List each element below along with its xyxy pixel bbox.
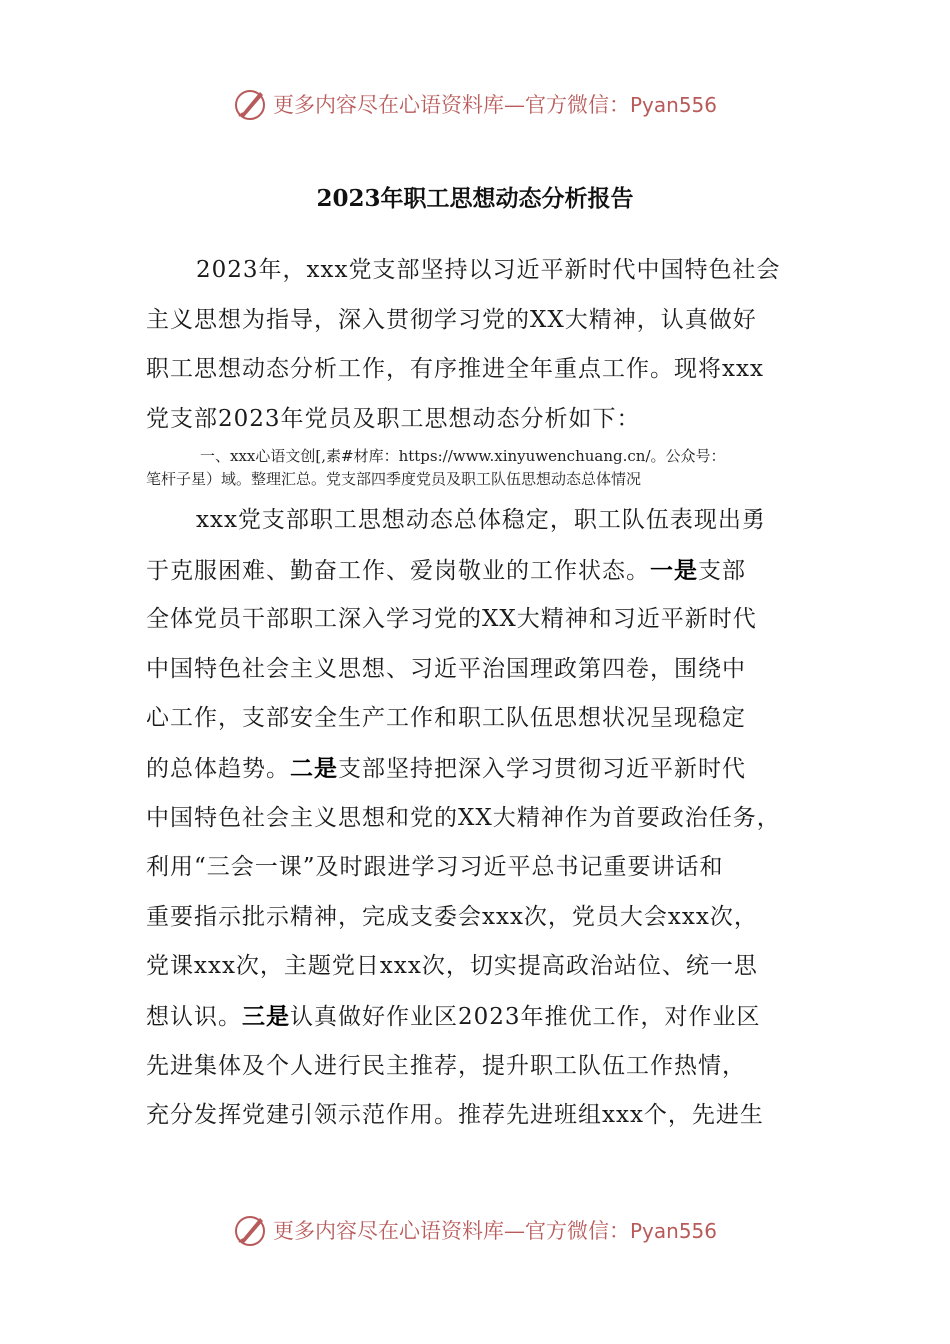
text-line: 的总体趋势。二是支部坚持把深入学习贯彻习近平新时代 xyxy=(146,754,746,782)
intro-paragraph xyxy=(146,246,816,444)
text-line: 2023年，xxx党支部坚持以习近平新时代中国特色社会 xyxy=(196,257,781,283)
banner-label: 更多内容尽在心语资料库—官方微信：Pyan556 xyxy=(272,93,717,117)
emphasis-second: 二是 xyxy=(290,754,338,782)
text-line: 职工思想动态分析工作，有序推进全年重点工作。现将xxx xyxy=(146,356,764,383)
text-line: 充分发挥党建引领示范作用。推荐先进班组xxx个，先进生 xyxy=(146,1102,764,1129)
quill-logo-icon xyxy=(233,86,269,122)
text-line: 于克服困难、勤奋工作、爱岗敬业的工作状态。一是支部 xyxy=(146,556,746,584)
text-line: 想认识。三是认真做好作业区2023年推优工作，对作业区 xyxy=(146,1002,761,1030)
text-line: 全体党员干部职工深入学习党的XX大精神和习近平新时代 xyxy=(146,606,757,633)
text-line: 先进集体及个人进行民主推荐，提升职工队伍工作热情， xyxy=(146,1052,746,1079)
heading-line: 笔杆子星）域。整理汇总。党支部四季度党员及职工队伍思想动态总体情况 xyxy=(146,470,642,488)
text-line: 党课xxx次，主题党日xxx次，切实提高政治站位、统一思 xyxy=(146,953,758,980)
heading-line: 一、xxx心语文创[,素#材库：https://www.xinyuwenchuang.cn/。公众号： xyxy=(200,447,726,465)
text-line: 中国特色社会主义思想和党的XX大精神作为首要政治任务， xyxy=(146,804,781,831)
document-title: 2023年职工思想动态分析报告 xyxy=(316,185,634,212)
emphasis-third: 三是 xyxy=(242,1002,290,1030)
text-line: 利用“三会一课”及时跟进学习习近平总书记重要讲话和 xyxy=(146,854,724,881)
text-line: 主义思想为指导，深入贯彻学习党的XX大精神，认真做好 xyxy=(146,306,757,333)
quill-logo-icon xyxy=(233,1212,269,1248)
text-line: 党支部2023年党员及职工思想动态分析如下： xyxy=(146,405,641,432)
text-line: xxx党支部职工思想动态总体稳定，职工队伍表现出勇 xyxy=(196,507,766,533)
text-line: 心工作，支部安全生产工作和职工队伍思想状况呈现稳定 xyxy=(146,705,746,732)
text-line: 中国特色社会主义思想、习近平治国理政第四卷，围绕中 xyxy=(146,655,746,682)
body-paragraph xyxy=(146,496,816,1141)
footer-watermark xyxy=(0,1208,950,1252)
banner-label: 更多内容尽在心语资料库—官方微信：Pyan556 xyxy=(272,1219,717,1243)
emphasis-first: 一是 xyxy=(650,556,698,584)
section-heading xyxy=(146,445,826,491)
header-watermark xyxy=(0,82,950,126)
text-line: 重要指示批示精神，完成支委会xxx次，党员大会xxx次， xyxy=(146,903,758,930)
banner-wechat-id: Pyan556 xyxy=(629,93,717,117)
banner-wechat-id: Pyan556 xyxy=(629,1219,717,1243)
